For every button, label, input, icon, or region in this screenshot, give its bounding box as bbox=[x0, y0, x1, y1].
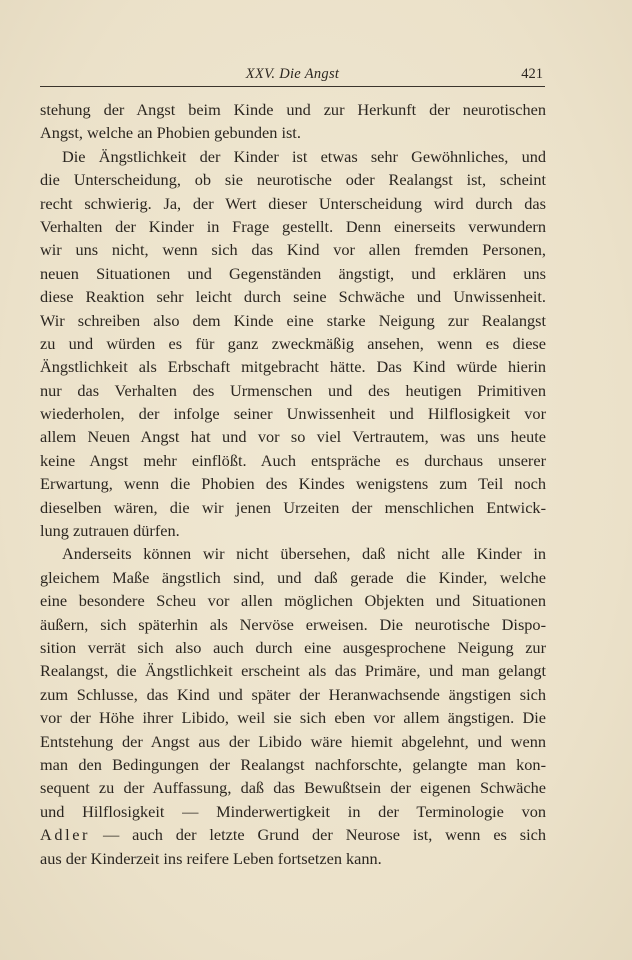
text-line: Entstehung der Angst aus der Libido wäre hiemit abgelehnt, und wenn bbox=[40, 731, 546, 751]
text-line: neuen Situationen und Gegenständen ängstigt, und erklären uns bbox=[40, 263, 546, 283]
text-line: äußern, sich späterhin als Nervöse erweisen. Die neurotische Dispo- bbox=[40, 614, 546, 634]
text-line: keine Angst mehr einflößt. Auch entspräche es durchaus unserer bbox=[40, 450, 546, 470]
text-line-adler bbox=[40, 823, 546, 846]
text-line: nur das Verhalten des Urmenschen und des heutigen Primitiven bbox=[40, 380, 546, 400]
text-line: Anderseits können wir nicht übersehen, daß nicht alle Kinder in bbox=[62, 544, 546, 564]
body-text bbox=[40, 98, 546, 870]
text-line: stehung der Angst beim Kinde und zur Herkunft der neurotischen bbox=[40, 100, 546, 119]
text-line: lung zutrauen dürfen. bbox=[40, 521, 180, 541]
text-line: Verhalten der Kinder in Frage gestellt. Denn einerseits verwundern bbox=[40, 216, 546, 236]
text-line: eine besondere Scheu vor allen möglichen Objekten und Situationen bbox=[40, 591, 546, 611]
text-line: Angst, welche an Phobien gebunden ist. bbox=[40, 123, 301, 143]
text-line: wiederholen, der infolge seiner Unwissenheit und Hilflosigkeit vor bbox=[40, 404, 546, 424]
running-title: XXV. Die Angst bbox=[245, 66, 340, 82]
text-line: die Unterscheidung, ob sie neurotische oder Realangst ist, scheint bbox=[40, 170, 546, 190]
text-line: Erwartung, wenn die Phobien des Kindes wenigstens zum Teil noch bbox=[40, 474, 546, 494]
text-line: dieselben wären, die wir jenen Urzeiten der menschlichen Entwick- bbox=[40, 497, 546, 517]
author-name-adler: Adler bbox=[40, 825, 91, 845]
text-line: und Hilflosigkeit — Minderwertigkeit in der Terminologie von bbox=[40, 801, 546, 821]
text-line: sequent zu der Auffassung, daß das Bewußtsein der eigenen Schwäche bbox=[40, 778, 546, 798]
running-head bbox=[40, 64, 545, 87]
text-line: aus der Kinderzeit ins reifere Leben fortsetzen kann. bbox=[40, 848, 382, 868]
text-line: Realangst, die Ängstlichkeit erscheint als das Primäre, und man gelangt bbox=[40, 661, 546, 681]
text-line: man den Bedingungen der Realangst nachforschte, gelangte man kon- bbox=[40, 754, 546, 774]
text-line: diese Reaktion sehr leicht durch seine Schwäche und Unwissenheit. bbox=[40, 287, 546, 307]
text-line: zum Schlusse, das Kind und später der Heranwachsende ängstigen sich bbox=[40, 684, 546, 704]
text-line: gleichem Maße ängstlich sind, und daß gerade die Kinder, welche bbox=[40, 567, 546, 587]
text-line: recht schwierig. Ja, der Wert dieser Unterscheidung wird durch das bbox=[40, 193, 546, 213]
text-line: Wir schreiben also dem Kinde eine starke Neigung zur Realangst bbox=[40, 310, 546, 330]
text-line: Die Ängstlichkeit der Kinder ist etwas sehr Gewöhnliches, und bbox=[62, 146, 546, 166]
text-line: vor der Höhe ihrer Libido, weil sie sich eben vor allem ängstigen. Die bbox=[40, 708, 546, 728]
text-line: sition verrät sich also auch durch eine ausgesprochene Neigung zur bbox=[40, 637, 546, 657]
text-line: Ängstlichkeit als Erbschaft mitgebracht hätte. Das Kind würde hierin bbox=[40, 357, 546, 377]
text-line: allem Neuen Angst hat und vor so viel Vertrautem, was uns heute bbox=[40, 427, 546, 447]
page-number: 421 bbox=[521, 66, 543, 82]
text-line: wir uns nicht, wenn sich das Kind vor allen fremden Personen, bbox=[40, 240, 546, 260]
text-line-rest: — auch der letzte Grund der Neurose ist, wenn es sich bbox=[90, 825, 546, 845]
text-line: zu und würden es für ganz zweckmäßig ansehen, wenn es diese bbox=[40, 333, 546, 353]
